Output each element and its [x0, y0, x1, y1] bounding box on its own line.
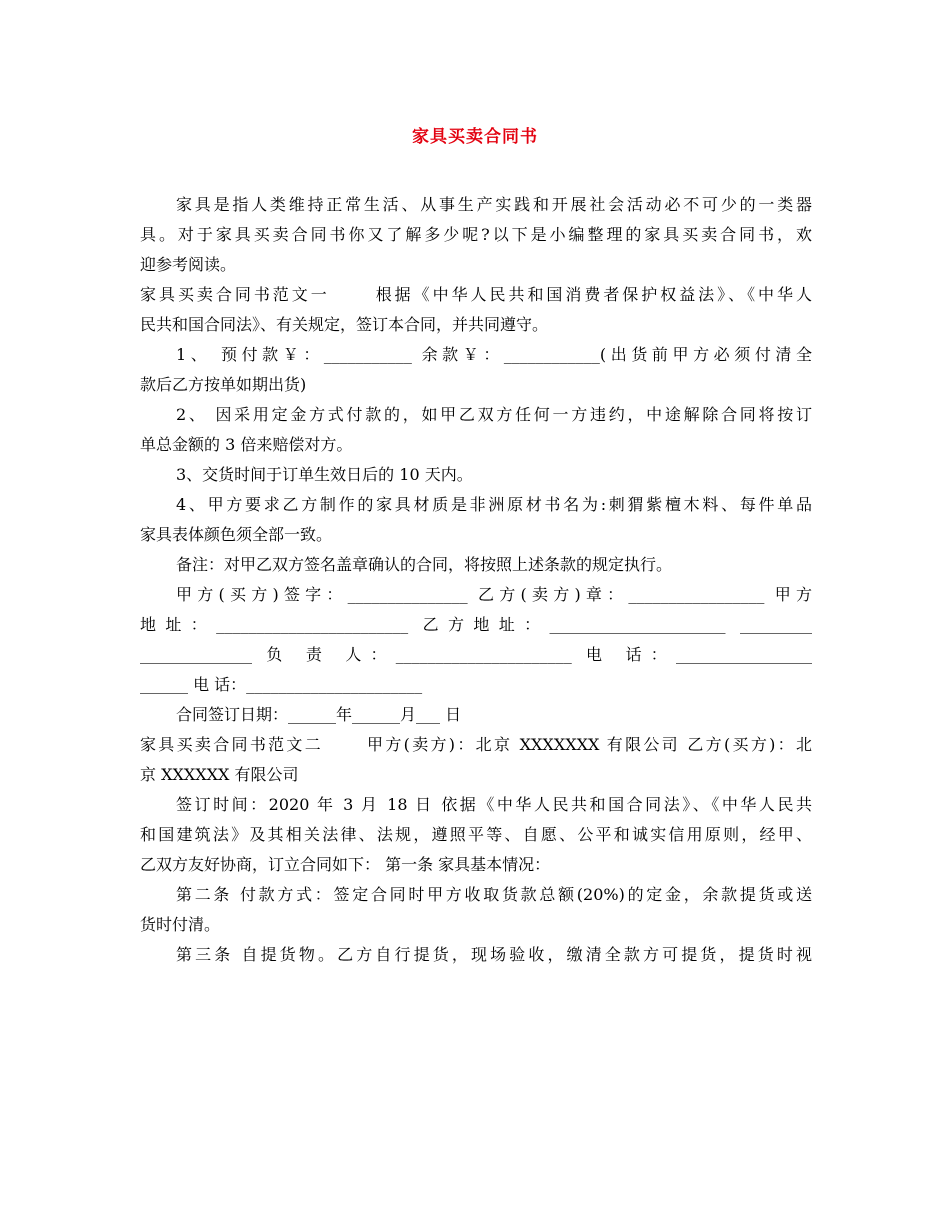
text-line: 京 XXXXXX 有限公司 — [140, 765, 299, 784]
text-line: 合同签订日期：______年______月___ 日 — [176, 705, 462, 724]
text-line: 乙双方友好协商，订立合同如下： 第一条 家具基本情况： — [140, 855, 551, 874]
text-line: 签订时间：2020 年 3 月 18 日 依据《中华人民共和国合同法》、《中华人民共 — [176, 795, 812, 814]
text-line: ______________ 负 责 人：______________________ 电 话：_________________ — [140, 645, 812, 664]
text-line: 具。对于家具买卖合同书你又了解多少呢?以下是小编整理的家具买卖合同书，欢 — [140, 225, 812, 244]
text-line: 家具买卖合同书范文二 甲方(卖方)：北京 XXXXXXX 有限公司 乙方(买方)：北 — [140, 735, 812, 754]
text-line: 第三条 自提货物。乙方自行提货，现场验收，缴清全款方可提货，提货时视 — [176, 945, 812, 964]
text-line: 地址：________________________ 乙方地址：______________________ _________ — [140, 615, 812, 634]
text-line: 款后乙方按单如期出货) — [140, 375, 307, 394]
text-line: 备注：对甲乙双方签名盖章确认的合同，将按照上述条款的规定执行。 — [176, 555, 673, 574]
text-line: 民共和国合同法》、有关规定，签订本合同，并共同遵守。 — [140, 315, 549, 334]
text-line: 单总金额的 3 倍来赔偿对方。 — [140, 435, 353, 454]
text-line: 家具买卖合同书范文一 根据《中华人民共和国消费者保护权益法》、《中华人 — [140, 285, 812, 304]
text-line: 2、 因采用定金方式付款的，如甲乙双方任何一方违约，中途解除合同将按订 — [176, 405, 812, 424]
text-line: 4、甲方要求乙方制作的家具材质是非洲原材书名为:刺猬紫檀木料、每件单品 — [176, 495, 812, 514]
text-line: 第二条 付款方式：签定合同时甲方收取货款总额(20%)的定金，余款提货或送 — [176, 885, 812, 904]
text-line: 甲方(买方)签字：_______________ 乙方(卖方)章：_________________ 甲方 — [176, 585, 812, 604]
text-line: 3、交货时间于订单生效日后的 10 天内。 — [176, 465, 473, 484]
document-body — [140, 190, 812, 970]
text-line: ______ 电 话：______________________ — [140, 675, 423, 694]
text-line: 1、 预付款￥：___________ 余款￥：____________(出货前甲方必须付清全 — [176, 345, 812, 364]
text-line: 迎参考阅读。 — [140, 255, 237, 274]
text-line: 家具是指人类维持正常生活、从事生产实践和开展社会活动必不可少的一类器 — [176, 195, 812, 214]
document-title: 家具买卖合同书 — [412, 127, 538, 147]
text-line: 货时付清。 — [140, 915, 221, 934]
text-line: 和国建筑法》及其相关法律、法规，遵照平等、自愿、公平和诚实信用原则，经甲、 — [140, 825, 812, 844]
text-line: 家具表体颜色须全部一致。 — [140, 525, 333, 544]
